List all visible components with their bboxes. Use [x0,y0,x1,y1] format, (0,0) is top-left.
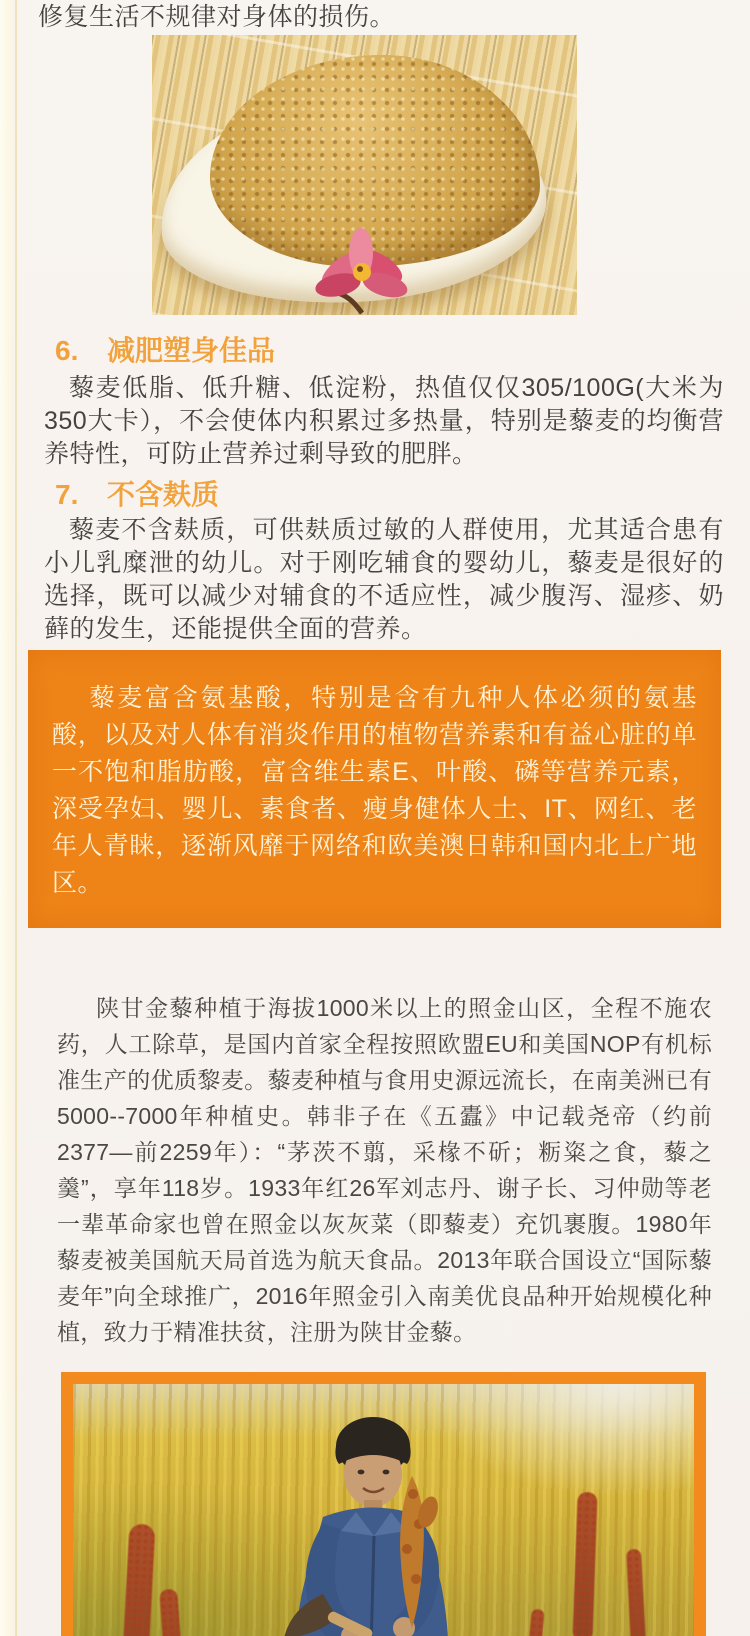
quinoa-bowl-photo [152,35,577,315]
highlight-text: 藜麦富含氨基酸，特别是含有九种人体必须的氨基酸，以及对人体有消炎作用的植物营养素和有益心脏的单一不饱和脂肪酸，富含维生素E、叶酸、磷等营养元素，深受孕妇、婴儿、素食者、瘦身健体人士、IT、网红、老年人青睐，逐渐风靡于网络和欧美澳日韩和国内北上广地区。 [52,684,697,897]
farmer-illustration [73,1384,694,1636]
section-6-paragraph: 藜麦低脂、低升糖、低淀粉，热值仅仅305/100G(大米为350大卡），不会使体内积累过多热量，特别是藜麦的均衡营养特性，可防止营养过剩导致的肥胖。 [44,374,724,468]
section-number: 6. [55,335,79,366]
section-6-heading [55,335,750,367]
nutrition-highlight-box [28,650,721,928]
section-7-heading [55,479,750,511]
lotus-flower-decoration [300,223,425,315]
farmer-field-photo [61,1372,706,1636]
intro-text: 修复生活不规律对身体的损伤。 [38,3,396,31]
section-7-paragraph: 藜麦不含麸质，可供麸质过敏的人群使用，尤其适合患有小儿乳糜泄的幼儿。对于刚吃辅食的婴幼儿，藜麦是很好的选择，既可以减少对辅食的不适应性，减少腹泻、湿疹、奶藓的发生，还能提供全面的营养。 [44,516,724,643]
history-paragraph: 陕甘金藜种植于海拔1000米以上的照金山区，全程不施农药，人工除草，是国内首家全程按照欧盟EU和美国NOP有机标准生产的优质黎麦。藜麦种植与食用史源远流长，在南美洲已有5000--7000年种植史。韩非子在《五蠹》中记载尧帝（约前2377—前2259年）：“茅茨不翦，采椽不斫；粝粢之食，藜之羹”，享年118岁。1933年红26军刘志丹、谢子长、习仲勋等老一辈革命家也曾在照金以灰灰菜（即藜麦）充饥裹腹。1980年藜麦被美国航天局首选为航天食品。2013年联合国设立“国际藜麦年”向全球推广，2016年照金引入南美优良品种开始规模化种植，致力于精准扶贫，注册为陕甘金藜。 [57,995,712,1345]
section-number: 7. [55,479,79,510]
section-title: 不含麸质 [107,479,220,510]
section-title: 减肥塑身佳品 [107,335,276,366]
page-left-scan-edge [0,0,17,1636]
